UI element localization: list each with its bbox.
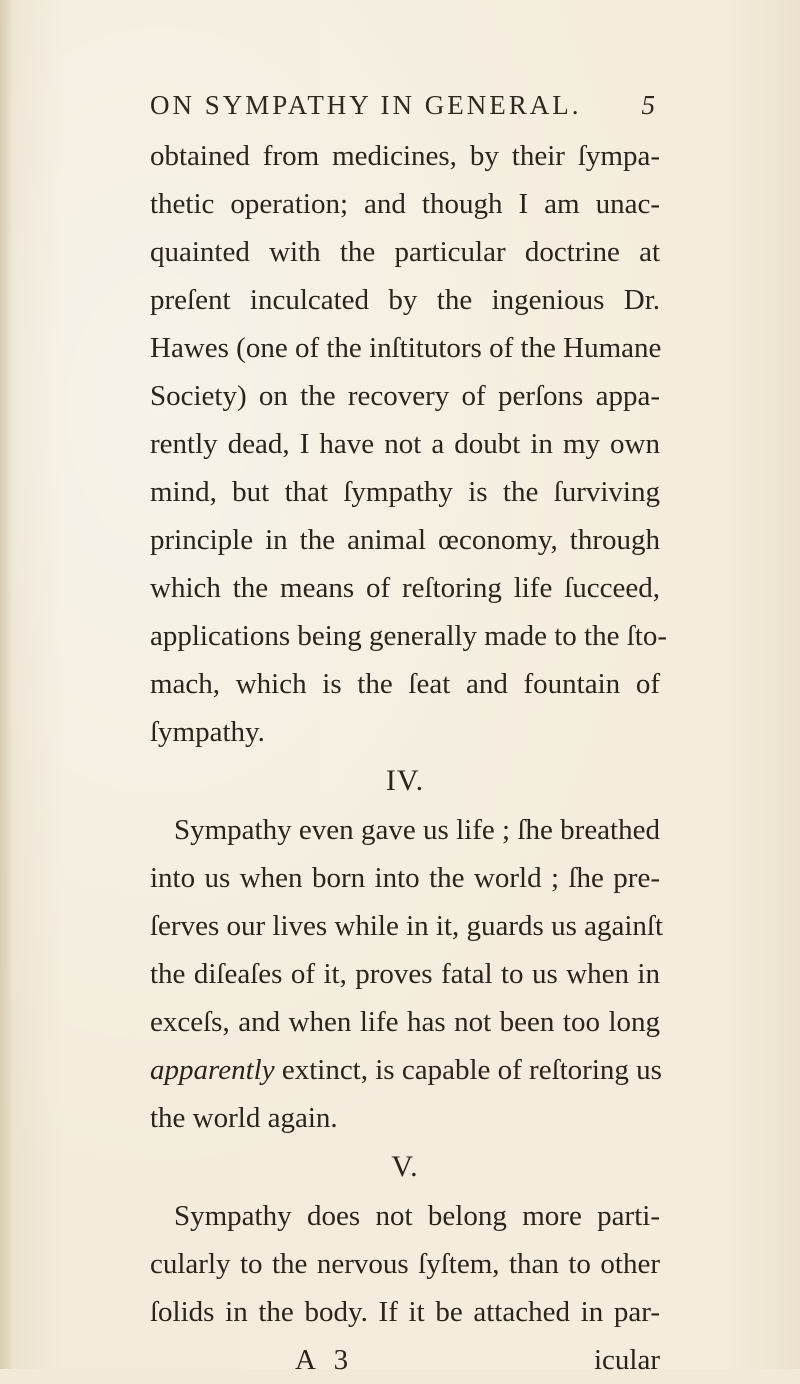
text-line: quainted with the particular doctrine at bbox=[150, 236, 660, 268]
section-heading-iv: IV. bbox=[385, 764, 425, 797]
text-line: Sympathy even gave us life ; ſhe breathed bbox=[174, 814, 660, 846]
text-line: rently dead, I have not a doubt in my own bbox=[150, 428, 660, 460]
text-line: which the means of reſtoring life ſucceed, bbox=[150, 572, 660, 604]
text-line: into us when born into the world ; ſhe pre- bbox=[150, 862, 660, 894]
text-line: principle in the animal œconomy, through bbox=[150, 524, 660, 556]
text-line: ſympathy. bbox=[150, 716, 265, 748]
page-number: 5 bbox=[641, 90, 658, 120]
page-gutter-shadow bbox=[0, 0, 14, 1369]
text-line: mach, which is the ſeat and fountain of bbox=[150, 668, 660, 700]
page-footer bbox=[150, 1336, 660, 1384]
section-v bbox=[150, 1142, 660, 1336]
section-heading-v: V. bbox=[391, 1150, 419, 1183]
italic-word: apparently bbox=[150, 1054, 275, 1086]
text-block bbox=[150, 132, 668, 1384]
text-line: thetic operation; and though I am unac- bbox=[150, 188, 660, 220]
running-head bbox=[150, 90, 658, 130]
text-line: Hawes (one of the inſtitutors of the Humane bbox=[150, 332, 662, 364]
signature-mark: A 3 bbox=[295, 1344, 355, 1376]
text-line: applications being generally made to the ſto- bbox=[150, 620, 668, 652]
text-line: mind, but that ſympathy is the ſurviving bbox=[150, 476, 660, 508]
section-iv bbox=[150, 756, 664, 1142]
text-line: obtained from medicines, by their ſympa- bbox=[150, 140, 660, 172]
text-line: Society) on the recovery of perſons appa- bbox=[150, 380, 660, 412]
text-line: Sympathy does not belong more parti- bbox=[174, 1200, 660, 1232]
paragraph-1 bbox=[150, 132, 668, 756]
running-head-title: ON SYMPATHY IN GENERAL. bbox=[150, 90, 582, 120]
catchword: icular bbox=[593, 1344, 660, 1376]
text-line: ſerves our lives while in it, guards us againſt bbox=[150, 910, 664, 942]
text-line-with-italic bbox=[150, 1046, 660, 1094]
text-line: the world again. bbox=[150, 1102, 338, 1134]
text-line: preſent inculcated by the ingenious Dr. bbox=[150, 284, 660, 316]
text-fragment: extinct, is capable of reſtoring us bbox=[274, 1054, 662, 1086]
text-line: ſolids in the body. If it be attached in par- bbox=[150, 1296, 660, 1328]
text-line: the diſeaſes of it, proves fatal to us when in bbox=[150, 958, 660, 990]
text-line: exceſs, and when life has not been too long bbox=[150, 1006, 660, 1038]
text-line: cularly to the nervous ſyſtem, than to other bbox=[150, 1248, 660, 1280]
